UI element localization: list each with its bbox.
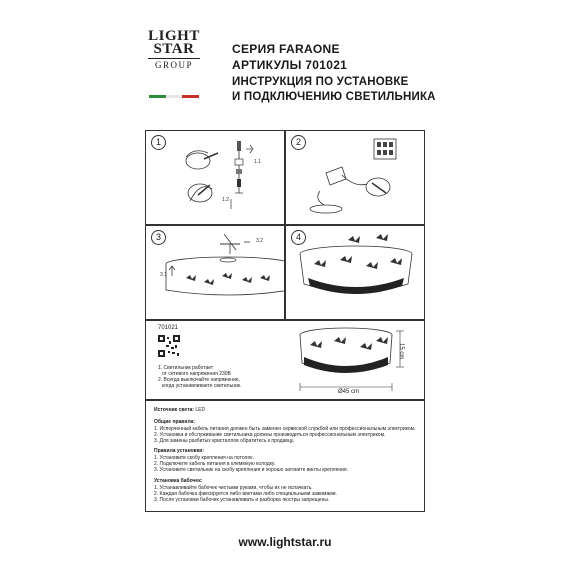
install-rule-item: 3. Установите светильник на скобу крепления и хорошо затяните винты крепления.: [154, 467, 349, 473]
step-number: 3: [151, 230, 166, 245]
spec-article: 701021: [158, 325, 179, 331]
install-rules-title: Правила установки:: [154, 448, 204, 454]
spec-panel: [145, 320, 425, 400]
light-source-row: [154, 407, 205, 414]
instruction-title-line-2: И ПОДКЛЮЧЕНИЮ СВЕТИЛЬНИКА: [232, 91, 436, 103]
italian-flag-stripe: [149, 95, 199, 98]
step-4-illustration: [286, 226, 424, 319]
light-source-label: Источник света:: [154, 407, 194, 413]
general-rule-item: 1. Испорченный кабель питания должен быть заменен сервисной службой или профессиональным электриком.: [154, 426, 416, 432]
general-rules-title: Общие правила:: [154, 419, 196, 425]
step-4-panel: [285, 225, 425, 320]
brand-logo: [148, 30, 200, 70]
butterfly-rule-item: 1. Устанавливайте бабочек чистыми руками, чтобы их не испачкать.: [154, 485, 313, 491]
step-1-label-b: 1.2: [222, 197, 229, 203]
step-1-illustration: [146, 131, 284, 224]
step-2-illustration: [286, 131, 424, 224]
spec-note-1b: от сетевого напряжения 230В: [162, 371, 231, 377]
step-number: 2: [291, 135, 306, 150]
butterfly-rule-item: 2. Каждая бабочка фиксируется либо винтами либо специальными зажимами.: [154, 491, 337, 497]
logo-line-2: STAR: [153, 41, 195, 57]
step-1-label-a: 1.1: [254, 159, 261, 165]
step-number: 4: [291, 230, 306, 245]
step-3-panel: [145, 225, 285, 320]
spec-diameter: Ø45 cm: [338, 389, 360, 395]
install-rule-item: 1. Установите скобу крепления на потолок.: [154, 455, 254, 461]
general-rule-item: 3. Для замены разбитых кристаллов обратитесь к продавцу.: [154, 438, 295, 444]
step-3-label-a: 3.2: [256, 238, 263, 244]
qr-code: [158, 335, 180, 357]
series-title: СЕРИЯ FARAONE: [232, 42, 340, 56]
article-title: АРТИКУЛЫ 701021: [232, 58, 348, 72]
instruction-title-line-1: ИНСТРУКЦИЯ ПО УСТАНОВКЕ: [232, 76, 409, 88]
step-1-panel: [145, 130, 285, 225]
step-3-label-b: 3.1: [160, 272, 167, 278]
general-rule-item: 2. Установка и обслуживание светильника должны производиться профессиональным электриком.: [154, 432, 386, 438]
spec-note-1: 1. Светильник работает: [158, 365, 214, 371]
light-source-value: LED: [195, 407, 206, 413]
butterfly-rules-title: Установка бабочек:: [154, 478, 203, 484]
step-number: 1: [151, 135, 166, 150]
spec-height: 15 cm: [398, 343, 404, 360]
logo-line-3: GROUP: [148, 58, 200, 70]
website-url[interactable]: www.lightstar.ru: [238, 535, 332, 549]
butterfly-rule-item: 3. После установки бабочек устанавливать и разборка люстры запрещены.: [154, 497, 330, 503]
lamp-dimension-drawing: [286, 321, 416, 399]
spec-note-2b: когда устанавливаете светильник.: [162, 383, 242, 389]
info-panel: [145, 400, 425, 512]
install-rule-item: 2. Подключите кабель питания в клеммную колодку.: [154, 461, 276, 467]
spec-note-2: 2. Всегда выключайте напряжение,: [158, 377, 241, 383]
step-2-panel: [285, 130, 425, 225]
logo-line-1: LIGHT: [148, 28, 200, 44]
